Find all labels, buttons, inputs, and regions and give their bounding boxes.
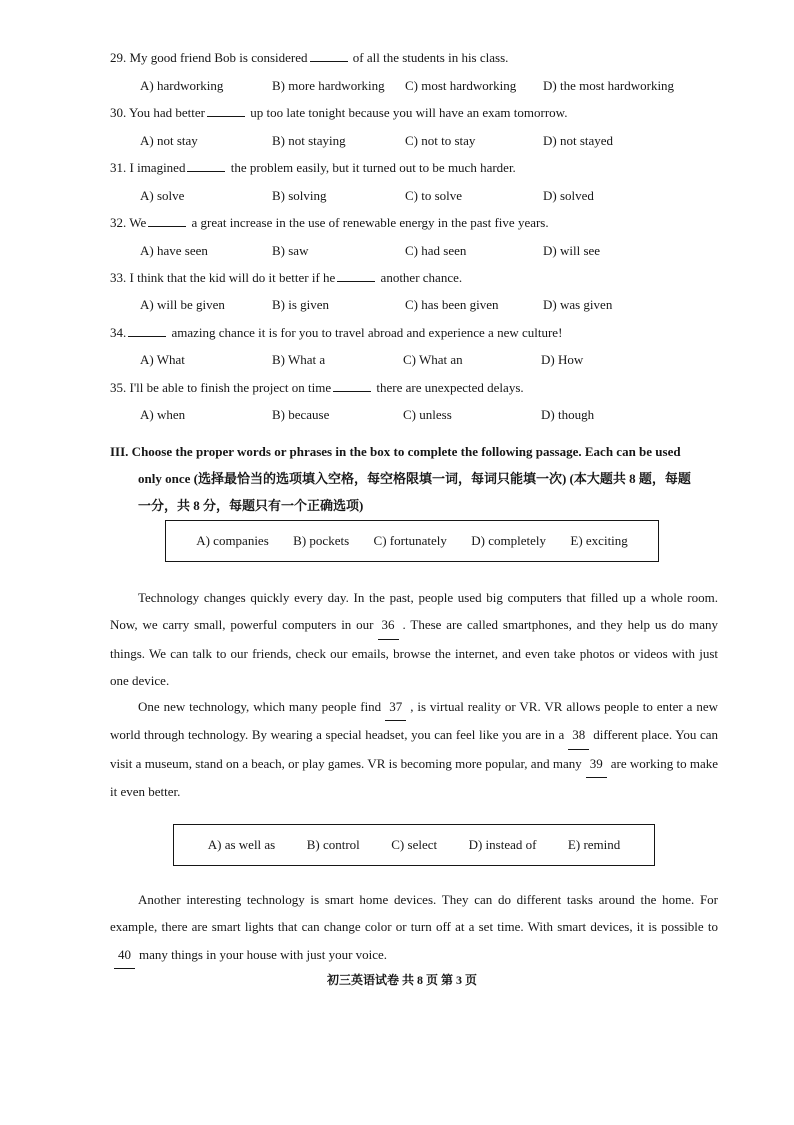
option-c: C) not to stay (405, 133, 476, 148)
answer-blank (310, 50, 348, 62)
paragraph-text: Technology changes quickly every day. In the past, people used big computers that filled up a whole room. Now, we carry small, powerful computers in our (110, 590, 718, 633)
paragraph-text: One new technology, which many people find (138, 699, 382, 714)
option-a: A) when (140, 407, 186, 422)
option-c: C) to solve (405, 188, 463, 203)
option-c: C) had seen (405, 243, 467, 258)
question-number: 32. (110, 215, 127, 230)
question-number: 34. (110, 325, 127, 340)
question-34 (110, 325, 562, 341)
option-c: C) most hardworking (405, 78, 517, 93)
option-c: C) What an (403, 352, 463, 367)
option-d: D) How (541, 352, 584, 367)
word-option: C) fortunately (373, 533, 447, 548)
question-30 (110, 105, 567, 121)
option-b: B) more hardworking (272, 78, 385, 93)
question-number: 35. (110, 380, 127, 395)
numbered-blank-36: 36 (378, 611, 399, 639)
answer-blank (187, 160, 225, 172)
numbered-blank-37: 37 (385, 693, 406, 721)
option-b: B) because (272, 407, 330, 422)
word-option: B) pockets (293, 533, 350, 548)
paragraph-text: . These are called smartphones, and they help us do many things. We can talk to our friends, check our emails, browse the internet, and even take photos or videos with just one device. (110, 617, 718, 689)
word-option: B) control (306, 837, 360, 852)
answer-blank (128, 325, 166, 337)
word-box-1 (165, 520, 659, 562)
question-number: 30. (110, 105, 127, 120)
option-b: B) saw (272, 243, 309, 258)
word-option: E) exciting (570, 533, 628, 548)
option-a: A) have seen (140, 243, 208, 258)
question-number: 31. (110, 160, 127, 175)
option-d: D) will see (543, 243, 601, 258)
section-heading-line-2: only once (选择最恰当的选项填入空格，每空格限填一词，每词只能填一次) (本大题共 8 题，每题 (138, 471, 691, 486)
question-stem-pre: I think that the kid will do it better if he (129, 270, 336, 285)
word-option: A) companies (196, 533, 269, 548)
option-a: A) What (140, 352, 185, 367)
question-stem-post: there are unexpected delays. (376, 380, 524, 395)
option-d: D) though (541, 407, 595, 422)
option-d: D) solved (543, 188, 594, 203)
option-d: D) not stayed (543, 133, 614, 148)
question-number: 33. (110, 270, 127, 285)
option-b: B) is given (272, 297, 330, 312)
question-stem-post: of all the students in his class. (352, 50, 509, 65)
option-a: A) hardworking (140, 78, 224, 93)
question-33 (110, 270, 462, 286)
option-c: C) unless (403, 407, 452, 422)
paragraph-text: different place. You can visit a museum, stand on a beach, or play games. VR is becoming more popular, and many (110, 727, 718, 771)
section-heading-line-1: III. Choose the proper words or phrases in the box to complete the following passage. Each can be used (110, 444, 681, 459)
numbered-blank-38: 38 (568, 721, 589, 749)
paragraph-text: Another interesting technology is smart home devices. They can do different tasks around the home. For example, there are smart lights that can change color or turn off at a set time. With smart devices, it is possible to (110, 892, 718, 935)
answer-blank (207, 105, 245, 117)
option-c: C) has been given (405, 297, 499, 312)
passage-paragraph-2 (110, 693, 718, 806)
question-stem-pre: My good friend Bob is considered (129, 50, 308, 65)
section-heading-line-3: 一分，共 8 分，每题只有一个正确选项) (138, 498, 364, 513)
question-number: 29. (110, 50, 127, 65)
option-d: D) was given (543, 297, 613, 312)
option-b: B) What a (272, 352, 326, 367)
question-stem-post: a great increase in the use of renewable energy in the past five years. (191, 215, 549, 230)
question-32 (110, 215, 549, 231)
option-a: A) solve (140, 188, 185, 203)
question-stem-pre: You had better (129, 105, 205, 120)
question-stem-post: up too late tonight because you will have an exam tomorrow. (250, 105, 568, 120)
question-stem-post: another chance. (380, 270, 463, 285)
question-stem-pre: I'll be able to finish the project on time (129, 380, 332, 395)
word-option: A) as well as (207, 837, 276, 852)
question-stem-pre: I imagined (129, 160, 186, 175)
word-option: C) select (391, 837, 438, 852)
word-option: D) completely (471, 533, 546, 548)
page-footer: 初三英语试卷 共 8 页 第 3 页 (327, 973, 478, 987)
option-b: B) solving (272, 188, 327, 203)
option-a: A) not stay (140, 133, 198, 148)
passage-paragraph-3 (110, 886, 718, 969)
word-box-2 (173, 824, 655, 866)
numbered-blank-39: 39 (586, 750, 607, 778)
question-29 (110, 50, 508, 66)
option-a: A) will be given (140, 297, 225, 312)
word-option: E) remind (567, 837, 621, 852)
question-stem-post: the problem easily, but it turned out to be much harder. (230, 160, 516, 175)
answer-blank (337, 270, 375, 282)
question-31 (110, 160, 516, 176)
paragraph-text: , is virtual reality or VR. VR allows people to enter a new world through technology. By wearing a special headset, you can feel like you are in a (110, 699, 718, 743)
paragraph-text: many things in your house with just your voice. (139, 946, 388, 962)
question-35 (110, 380, 524, 396)
numbered-blank-40: 40 (114, 941, 135, 969)
answer-blank (333, 380, 371, 392)
word-option: D) instead of (468, 837, 537, 852)
option-d: D) the most hardworking (543, 78, 675, 93)
question-stem-post: amazing chance it is for you to travel abroad and experience a new culture! (171, 325, 563, 340)
question-stem-pre: We (129, 215, 147, 230)
section-heading (110, 438, 720, 519)
option-b: B) not staying (272, 133, 346, 148)
answer-blank (148, 215, 186, 227)
passage-paragraph-1 (110, 584, 718, 695)
paragraph-text: are working to make it even better. (110, 755, 718, 800)
